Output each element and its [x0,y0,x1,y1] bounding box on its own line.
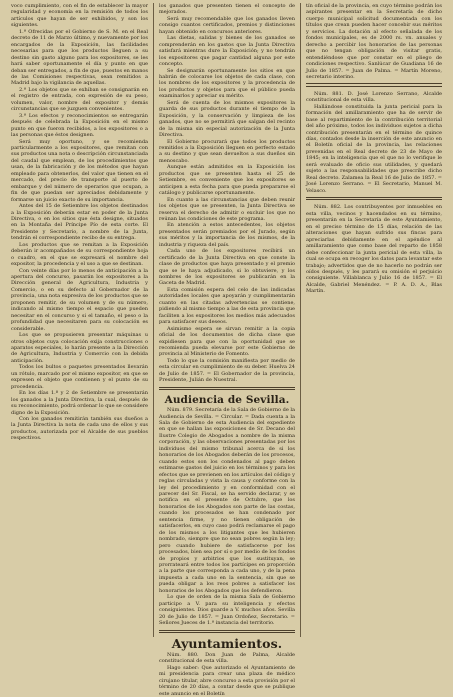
paragraph: Hallándose constituida la junta pericial para la formación del amillaramiento que ha de servir de base al repartimiento de la contribución territorial del año próximo, todos los individuos sujetos a dicha contribución presentarán en el término de quince días, contados desde la inserción de este anuncio en el Boletín oficial de la provincia, las relaciones prevenidas en el Real decreto de 23 de Mayo de 1845; en la inteligencia que el que no lo verifique le será evaluado de oficio sus utilidades, y quedará sujeto a las responsabilidades que prescribe dicho Real decreto. Zalamea la Real 16 de Julio de 1857. = José Lorenzo Serrano. = El Secretario, Manuel M. Velasco. [306,103,442,194]
paragraph: Núm. 881. D. José Lorenzo Serrano, Alcalde constitucional de esta villa. [306,90,442,104]
notice-882 [306,204,442,294]
paragraph: Núm. 880. Don Juan de Palma, Alcalde constitucional de esta villa. [159,651,295,665]
paragraph: Núm. 882. Los contribuyentes por inmuebles en esta villa, vecinos y hacendados en su término, presentarán en la Secretaría de este Ayuntamiento, en el preciso término de 15 días, relación de las alteraciones que hayan sufrido sus fincas para apreciarlas debidamente en el apéndice al amillaramiento que como base del reparto de 1858 debe confeccionar la junta pericial de esta villa, la cual se ocupa en recoger los datos para levantar este trabajo; advertidos que de no hacerlo no podrán ser oídos después, y les parará su omisión el perjuicio consiguiente. Villablanca y Julio 16 de 1857. = El Alcalde, Gabriel Menéndez. = P. A. D. A., Blas Martín. [306,204,442,295]
paragraph: Será muy oportuno, y se recomienda particularmente a los expositores, que remitan con sus productos una nota o descripción circunstanciada del caudal que emplean, de los procedimientos que usan, de la fabricación y de los métodos que hayan empleado para obtenerlos, del valor que tienen en el mercado, del precio de transporte al puerto de embarque y del número de operarios que ocupan, a fin de que puedan ser apreciados debidamente y formarse un juicio exacto de su importancia. [11,138,148,203]
circular-continuation [159,3,295,384]
paragraph: 1.ª Ofrecidas por el Gobierno de S. M. en el Real decreto de 11 de Marzo último, y nuevamente por los encargados de la Exposición, las facilidades necesarias para que los productos lleguen a su destino sin gasto alguno para los expositores, se les hará saber oportunamente el día y punto en que deban ser entregados, a fin de que, puestos en manos de las Comisiones respectivas, sean remitidos a Madrid bajo la vigilancia de aquellas. [11,28,148,87]
ayuntamientos-body [159,652,295,697]
paragraph: Será muy recomendable que los ganados lleven consigo cuantos certificados, premios y distinciones hayan obtenido en concursos anteriores. [159,15,295,35]
column-1 [6,3,153,637]
column-grid [6,3,447,697]
paragraph: Las dietas, salidas y bienes de los ganados se comprenderán en los gastos que la Junta Directiva satisfará mientras dure la Exposición; y no tendrán los expositores que pagar cantidad alguna por este concepto. [159,35,295,68]
notice-881 [306,91,442,194]
paragraph: El Gobierno procurará que todos los productos remitidos a la Exposición lleguen en perfecto estado a su destino y que sean devueltos a sus dueños sin menoscabo. [159,138,295,164]
paragraph: 3.ª Los efectos y reconocimientos se entregarán después de celebrada la Exposición en el mismo punto en que fueron recibidos, a los expositores o a las personas que éstos designen. [11,112,148,139]
audiencia-body [159,407,295,626]
paragraph: los ganados que presenten tienen el concepto de mejorados. [159,3,295,16]
paragraph: Con veinte días por lo menos de anticipación a la apertura del concurso, pasarán los expositores a la Dirección general de Agricultura, Industria y Comercio, o en su defecto al Gobernador de la provincia, una nota expresiva de los productos que se proponen remitir, de su volumen y de su número, indicando al mismo tiempo el espacio que pueden necesitar en el concurso y si el tamaño, el peso o la profundidad que necesitaren para su colocación es considerable. [11,267,148,332]
paragraph: tín oficial de la provincia, en cuyo término podrán los aspirantes presentar en la Secretaría de dicho cuerpo municipal solicitud documentada con los títulos que crean pueden hacer concebir sus méritos y servicios. La dotación al efecto señalada de los fondos municipales, es de 2000 rs. vn. anuales y derecho a percibir los honorarios de las personas que no tengan obligación de visitar gratis, entendiéndose que por constar en el pliego de condiciones respectivo. Sanlúcar de Guadiana 16 de Julio de 1857. = Juan de Palma. = Martín Moreno, secretario interino. [306,3,442,80]
section-divider [306,83,442,86]
paragraph: Se designarán oportunamente los sitios en que habrán de colocarse los objetos de cada clase, con los nombres de los expositores y la procedencia de los productos y objetos para que el público pueda examinarlos y apreciar su mérito. [159,67,295,100]
section-divider [306,197,442,200]
paragraph: 2.ª Los objetos que se exhiban se consignarán en el registro de entrada, con expresión de su peso, volumen, valor, nombre del expositor y demás circunstancias que se juzguen convenientes. [11,86,148,113]
paragraph: Los productos que se remitan a la Exposición deberán ir acompañados de su correspondiente hoja o cuadro, en el que se expresará el nombre del expositor, la procedencia y el uso a que se destinan. [11,241,148,268]
paragraph: Cada uno de los expositores recibirá un certificado de la Junta Directiva en que conste la clase de productos que haya presentado y el premio que se le haya adjudicado, si lo obtuviere, y los nombres de los expositores se publicarán en la Gaceta de Madrid. [159,248,295,287]
paragraph: Antes del 15 de Setiembre los objetos destinados a la Exposición deberán estar en poder de la Junta Directiva, o en los sitios que ésta designe, situados en la Montaña del Príncipe Pío de esta corte. El Presidente y Secretario, a nombre de la Junta, tendrán el correspondiente recibo de su entrega. [11,203,148,242]
paragraph: Con los ganados remitirán también sus dueños a la Junta Directiva la nota de cada uno de ellos y sus productos, autorizada por el Alcalde de sus pueblos respectivos. [11,416,148,442]
paragraph: En atención a estos antecedentes, los objetos presentados serán premiados por el Jurado, según sus méritos y la importancia de los mismos, de la industria y riqueza del país. [159,222,295,248]
paragraph: Todo lo que la comisión manifiesta por medio de esta circular en cumplimiento de su deber. Huelva 24 de Julio de 1857. = El Gobernador de la provincia, Presidente, Julián de Nuestral. [159,357,295,384]
paragraph: voco cumplimiento, con el fin de establecer la mayor regularidad y economía en la remisión de todos los artículos que hayan de ser exhibidos, y son los siguientes. [11,3,148,29]
notice-880-continuation [306,3,442,80]
section-divider [159,630,295,633]
paragraph: Los que se propusieren presentar máquinas u otros objetos cuya colocación exija construcciones o aparatos especiales, lo harán presente a la Dirección de Agricultura, Industria y Comercio con la debida anticipación. [11,332,148,364]
paragraph: Asimismo espera se sirvan remitir a la copia oficial de los documentos de dicha clase que expidiesen para que con la oportunidad que se recomienda pueda elevarse por este Gobierno de provincia al Ministerio de Fomento. [159,325,295,358]
paragraph: Será de cuenta de los mismos expositores la guarda de sus productos durante el tiempo de la Exposición, y la conservación y limpieza de los ganados, que no se permitirá que salgan del recinto de la misma sin especial autorización de la Junta Directiva. [159,99,295,139]
column-2 [153,3,300,697]
section-heading-audiencia: Audiencia de Sevilla. [164,394,290,407]
paragraph: Aunque están admitidos en la Exposición los productos que se presenten hasta el 25 de Setiembre, es conveniente que los expositores se anticipen a esta fecha para que pueda prepararse el catálogo y publicarse oportunamente. [159,164,295,197]
paragraph: Esta comisión espera del celo de las indicadas autoridades locales que apoyarán y cumplimentarán cuanto en las citadas advertencias se contiene, pidiendo al mismo tiempo a las de esta provincia que faciliten a los expositores los medios más adecuados para satisfacer sus deseos. [159,286,295,326]
section-heading-ayuntamientos: Ayuntamientos. [171,635,283,651]
paragraph: En los días 1.º y 2 de Setiembre se presentarán los ganados a la Junta Directiva, la cual, después de su reconocimiento, podrá ordenar lo que se considere digno de la Exposición. [11,390,148,416]
paragraph: Hago saber: Que autorizado el Ayuntamiento de mi presidencia para crear una plaza de médico cirujano titular, abre concurso a esta provisión por el término de 20 días, a contar desde que se publique este anuncio en el Boletín [159,664,295,697]
paragraph: Todos los bultos o paquetes presentados llevarán un rótulo, marcado por el mismo expositor, en que se expresen el objeto que contienen y el punto de su procedencia. [11,364,148,390]
section-divider [159,387,295,390]
paragraph: En cuanto a las circunstancias que deben reunir los objetos que se presenten, la Junta Directiva se reserva el derecho de admitir o excluir los que no reúnan las condiciones de este programa. [159,196,295,222]
paragraph: Lo que de orden de la misma Sala de Gobierno participo a V. para su inteligencia y efectos consiguientes. Dios guarde a V. muchos años. Sevilla 20 de Julio de 1857. = Juan Ordoñez, Secretario. = Señores Jueces de 1.ª instancia del territorio. [159,594,295,627]
paragraph: Núm. 879. Secretaría de la Sala de Gobierno de la Audiencia de Sevilla. = Circular. = Dada cuenta a la Sala de Gobierno de esta Audiencia del expediente en que se hallan las exposiciones de Sr. Decano del Ilustre Colegio de Abogados a nombre de la misma corporación, y las observaciones presentadas por los individuos del mismo tribunal acerca de si los honorarios de los Abogados deberán de los procesos, cuando estos son los condenados al pago deben estimarse gastos del juicio en los términos y para los efectos que se previenen en los artículos del código y reglas circuladas y vista la causa y conforme con la ley del procedimiento y en conformidad con el parecer del Sr. Fiscal, se ha servido declarar, y se notifica en el presente de Octubre, que los honorarios de los Abogados son parte de las costas, cuando los procesados se han condenado por sentencia firme, y no tienen obligación de satisfacerlos, en cuyo caso podrá reclamarse el pago de los mismos a los litigantes que les hubieren nombrado, siempre que no sean pobres según la ley; pero cuando hubiere de satisfacerse por los procesados, bien sea por sí o por medio de los fondos de propios y arbitrios que los sustituyan, se prorrateará entre todos los partícipes en proporción a la parte que corresponda a cada uno, y de la pena impuesta a cada uno en la sentencia, sin que se pueda obligar a los reos pobres a satisfacer los honorarios de los Abogados que los defendieron. [159,407,295,594]
column-3 [300,3,447,637]
